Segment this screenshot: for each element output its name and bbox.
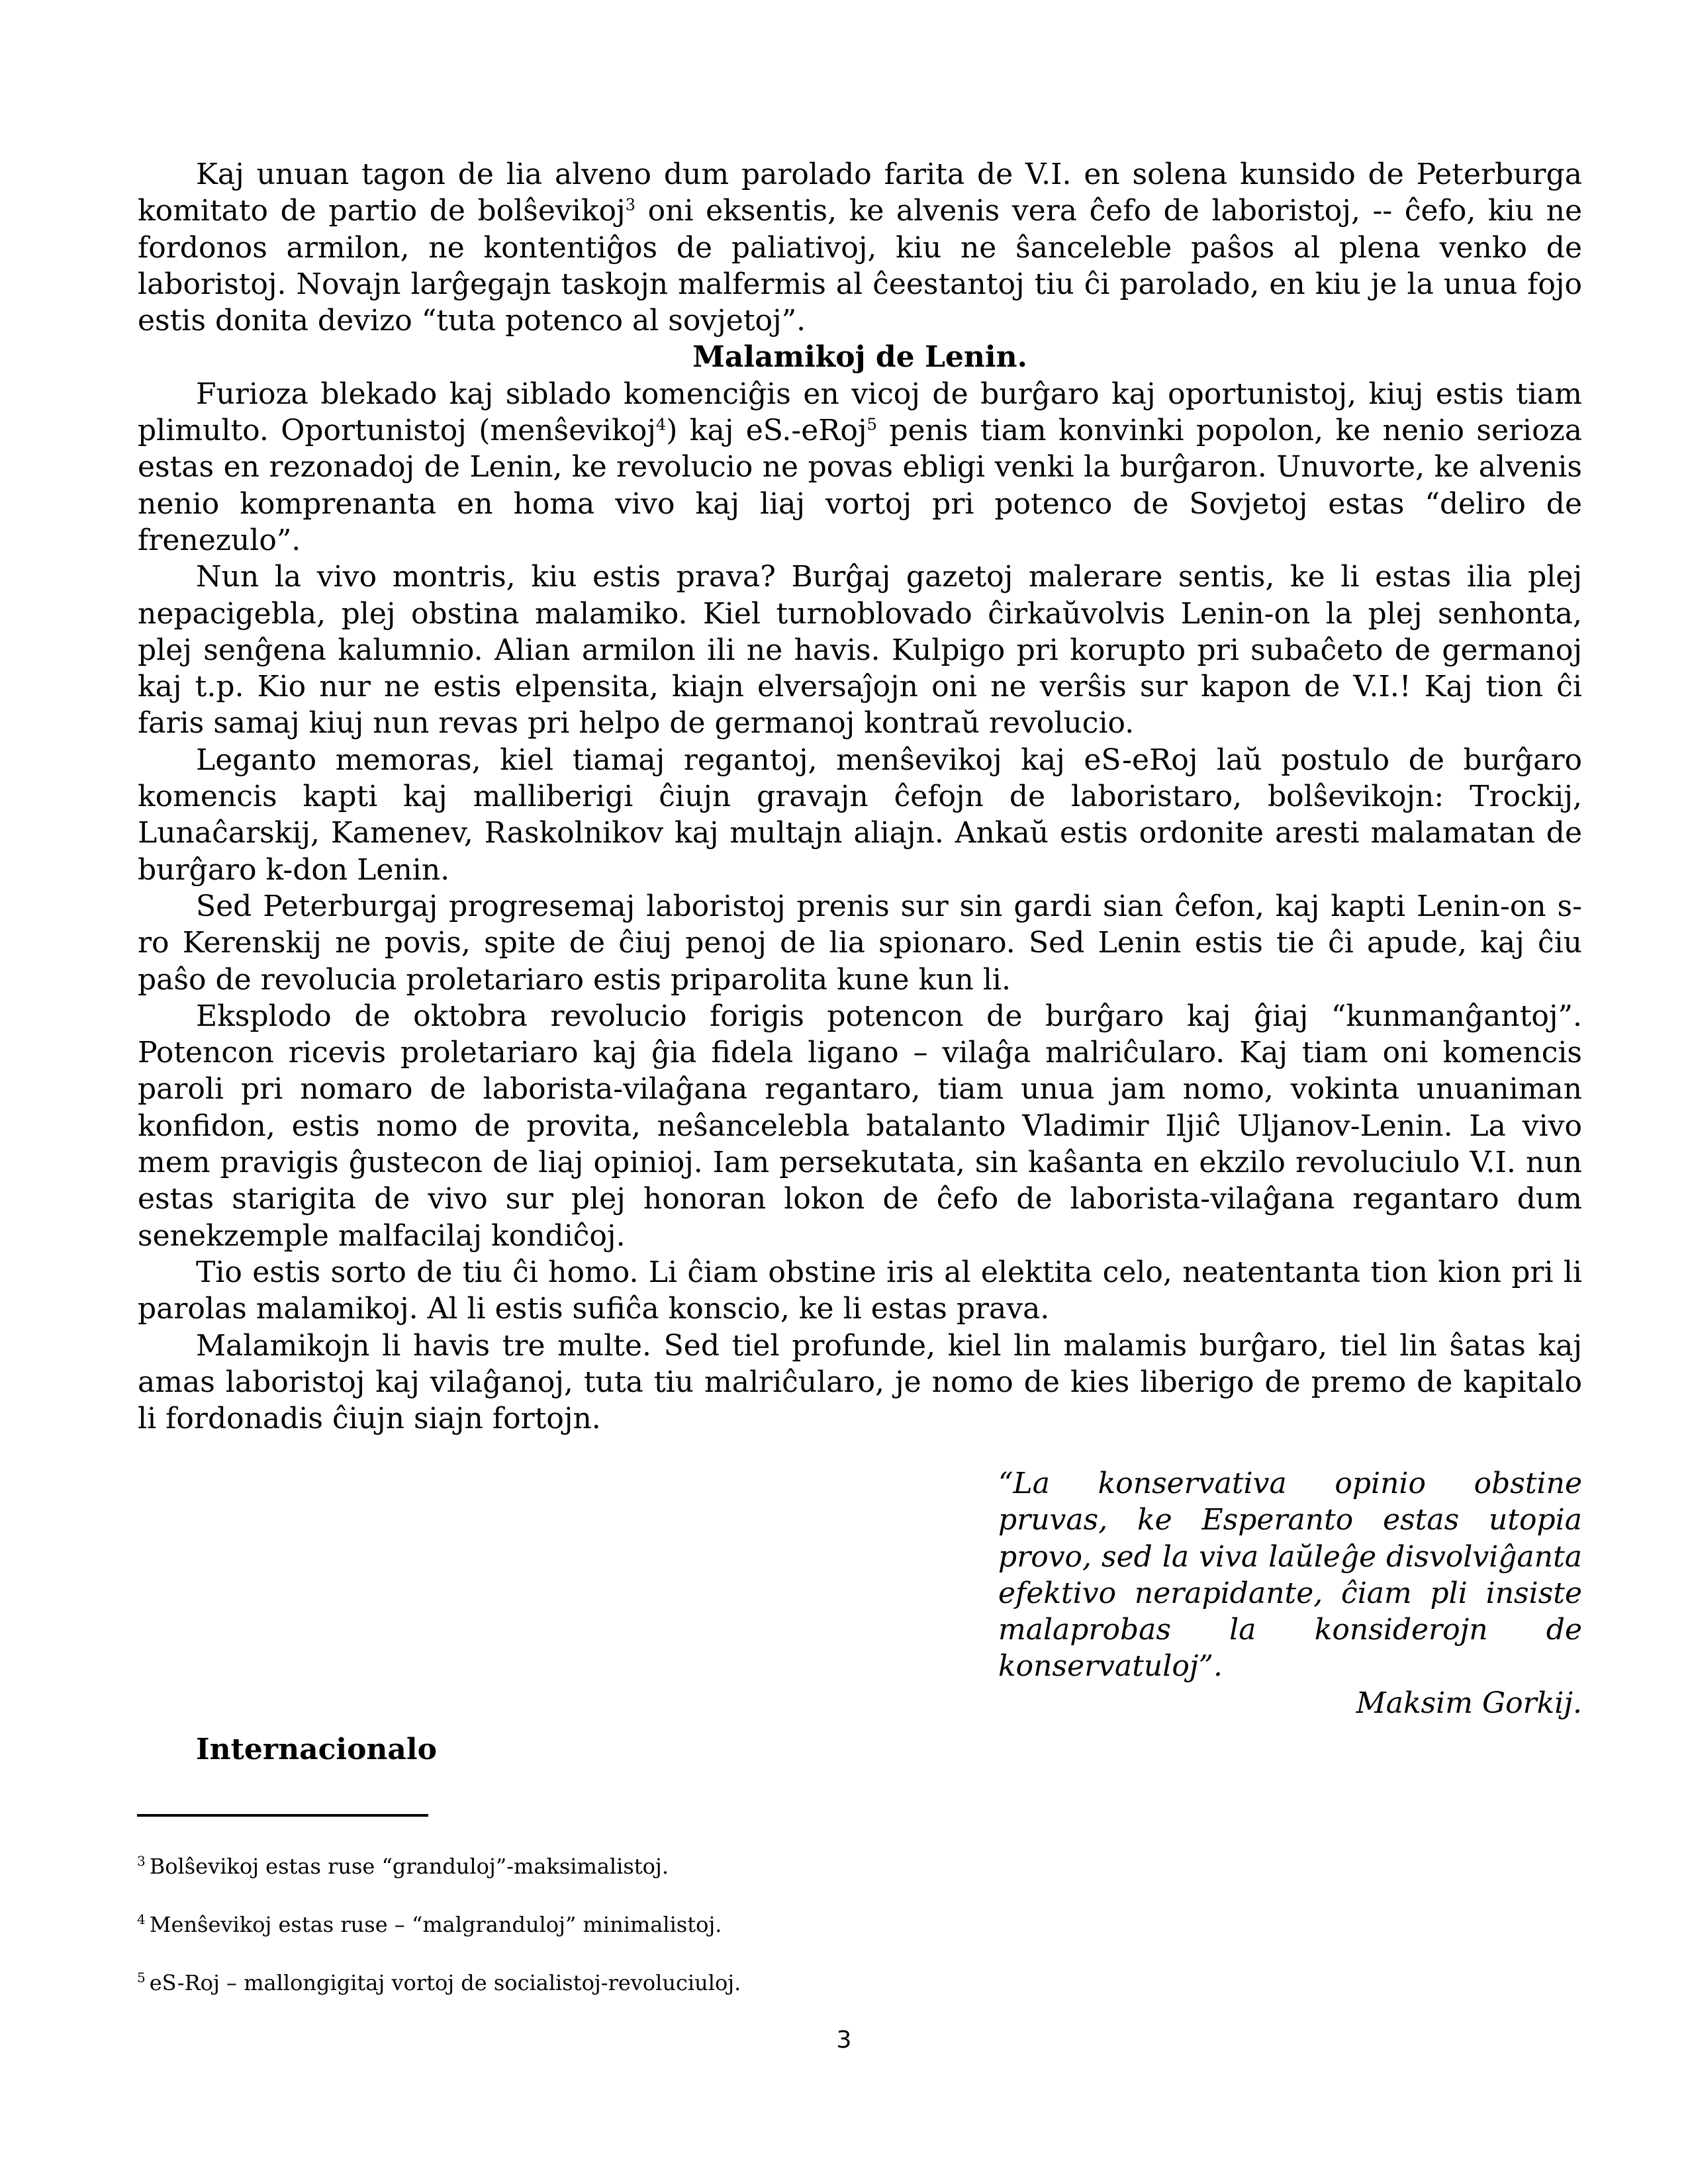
paragraph-text: Kaj unuan tagon de lia alveno dum parolado farita de V.I. en solena kunsido de Peterburga komitato de partio de bolŝevikoj [138, 158, 1582, 228]
footnote-number: 4 [137, 1911, 146, 1928]
page-number: 3 [836, 2026, 852, 2054]
footnotes [137, 1852, 741, 2026]
footnote-ref-5[interactable]: 5 [867, 415, 877, 434]
footnote-3 [137, 1852, 741, 1881]
paragraph-3: Nun la vivo montris, kiu estis prava? Burĝaj gazetoj malerare sentis, ke li estas ilia plej nepacigebla, plej obstina malamiko. Kiel turnoblovado ĉirkaŭvolvis Lenin-on la plej senhonta, plej senĝena kalumnio. Alian armilon ili ne havis. Kulpigo pri korupto pri subaĉeto de germanoj kaj t.p. Kio nur ne estis elpensita, kiajn elversaĵojn oni ne verŝis sur kapon de V.I.! Kaj tion ĉi faris samaj kiuj nun revas pri helpo de germanoj kontraŭ revolucio. [138, 560, 1582, 741]
paragraph-text: Furioza blekado kaj siblado komenciĝis en vicoj de burĝaro kaj oportunistoj, kiuj estis tiam plimulto. Oportunistoj (menŝevikoj [138, 377, 1582, 448]
footnote-number: 3 [137, 1853, 146, 1870]
paragraph-text: penis tiam konvinki popolon, ke nenio serioza estas en rezonadoj de Lenin, ke revolucio ne povas ebligi venki la burĝaron. Unuvorte, ke alvenis nenio komprenanta en homa vivo kaj liaj vortoj pri potenco de Sovjetoj estas “deliro de frenezulo”. [138, 414, 1582, 557]
section-heading: Malamikoj de Lenin. [692, 340, 1027, 375]
paragraph-text: oni eksentis, ke alvenis vera ĉefo de laboristoj, -- ĉefo, kiu ne fordonos armilon, ne kontentiĝos de paliativoj, kiu ne ŝanceleble paŝos al plena venko de laboristoj. Novajn larĝegajn taskojn malfermis al ĉeestantoj tiu ĉi parolado, en kiu je la unua fojo estis donita devizo “tuta potenco al sovjetoj”. [138, 194, 1582, 338]
article-body [138, 156, 1582, 1437]
footnote-ref-4[interactable]: 4 [655, 415, 667, 434]
paragraph-1 [138, 156, 1582, 339]
footnote-text: eS-Roj – mallongigitaj vortoj de socialistoj-revoluciuloj. [149, 1970, 741, 1995]
next-section-title: Internacionalo [196, 1733, 437, 1766]
paragraph-text: ) kaj eS.-eRoj [666, 414, 867, 448]
footnote-4 [137, 1910, 741, 1939]
paragraph-8: Malamikojn li havis tre multe. Sed tiel profunde, kiel lin malamis burĝaro, tiel lin ŝatas kaj amas laboristoj kaj vilaĝanoj, tuta tiu malriĉularo, je nomo de kies liberigo de premo de kapitalo li fordonadis ĉiujn siajn fortojn. [138, 1328, 1582, 1436]
paragraph-6: Eksplodo de oktobra revolucio forigis potencon de burĝaro kaj ĝiaj “kunmanĝantoj”. Potencon ricevis proletariaro kaj ĝia fidela ligano – vilaĝa malriĉularo. Kaj tiam oni komencis paroli pri nomaro de laborista-vilaĝana regantaro, tiam unua jam nomo, vokinta unuaniman konfidon, estis nomo de provita, neŝancelebla batalanto Vladimir Iljiĉ Uljanov-Lenin. La vivo mem pravigis ĝustecon de liaj opinioj. Iam persekutata, sin kaŝanta en ekzilo revoluciulo V.I. nun estas starigita de vivo sur plej honoran lokon de ĉefo de laborista-vilaĝana regantaro dum senekzemple malfacilaj kondiĉoj. [138, 999, 1582, 1253]
footnote-5 [137, 1968, 741, 1997]
paragraph-2 [138, 376, 1582, 559]
footnote-text: Bolŝevikoj estas ruse “granduloj”-maksimalistoj. [149, 1854, 669, 1879]
footnote-number: 5 [137, 1970, 146, 1986]
epigraph-quote [998, 1465, 1582, 1721]
paragraph-7: Tio estis sorto de tiu ĉi homo. Li ĉiam obstine iris al elektita celo, neatentanta tion kion pri li parolas malamikoj. Al li estis sufiĉa konscio, ke li estas prava. [138, 1255, 1582, 1326]
footnote-ref-3[interactable]: 3 [625, 195, 636, 214]
quote-author: Maksim Gorkij. [1356, 1686, 1582, 1720]
paragraph-4: Leganto memoras, kiel tiamaj regantoj, menŝevikoj kaj eS-eRoj laŭ postulo de burĝaro komencis kapti kaj malliberigi ĉiujn gravajn ĉefojn de laboristaro, bolŝevikojn: Trockij, Lunaĉarskij, Kamenev, Raskolnikov kaj multajn aliajn. Ankaŭ estis ordonite aresti malamatan de burĝaro k-don Lenin. [138, 743, 1582, 887]
footnote-text: Menŝevikoj estas ruse – “malgranduloj” minimalistoj. [149, 1912, 722, 1937]
footnote-separator [137, 1814, 428, 1817]
quote-text: “La konservativa opinio obstine pruvas, ke Esperanto estas utopia provo, sed la viva laŭleĝe disvolviĝanta efektivo nerapidante, ĉiam pli insiste malaprobas la konsiderojn de konservatuloj”. [998, 1467, 1582, 1684]
paragraph-5: Sed Peterburgaj progresemaj laboristoj prenis sur sin gardi sian ĉefon, kaj kapti Lenin-on s-ro Kerenskij ne povis, spite de ĉiuj penoj de lia spionaro. Sed Lenin estis tie ĉi apude, kaj ĉiu paŝo de revolucia proletariaro estis priparolita kune kun li. [138, 889, 1582, 997]
